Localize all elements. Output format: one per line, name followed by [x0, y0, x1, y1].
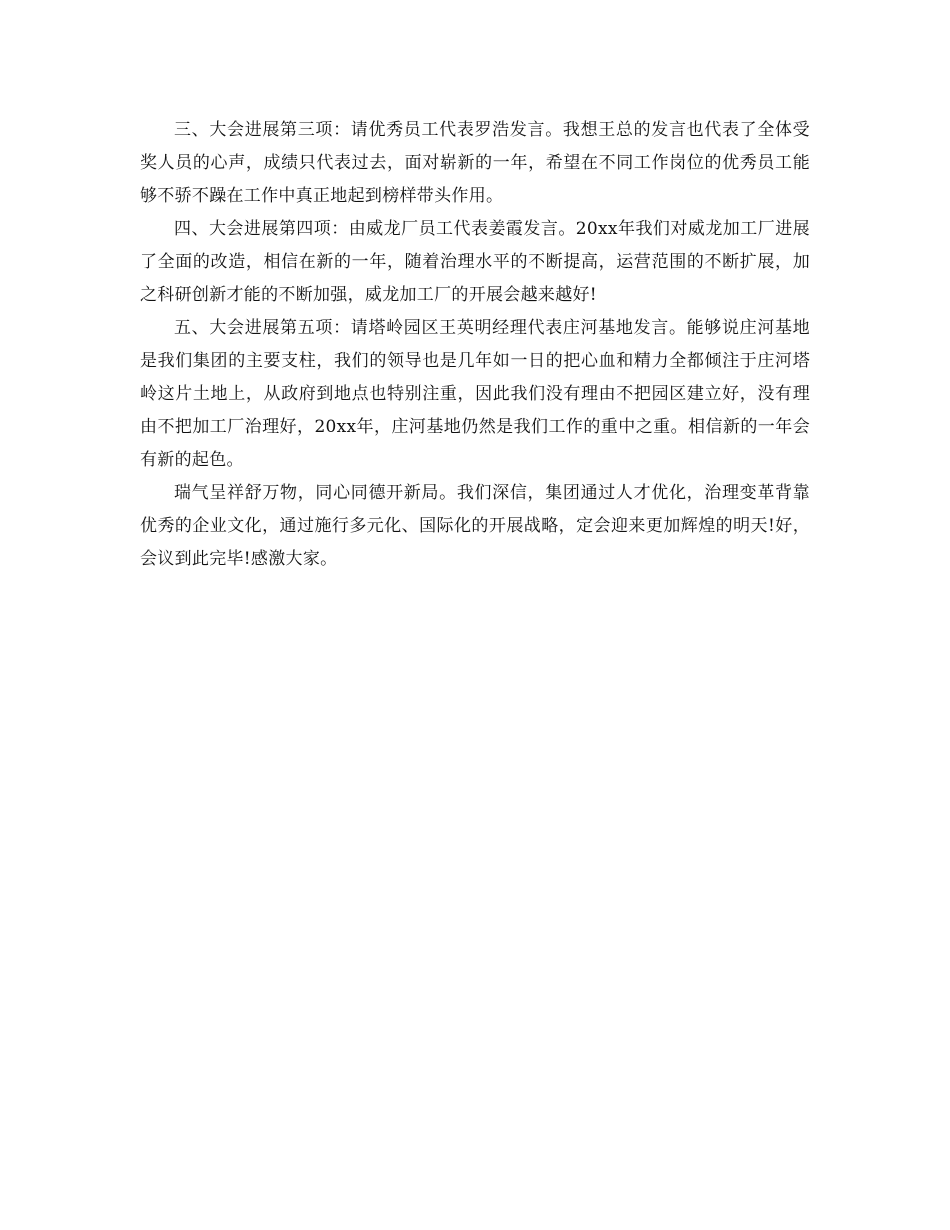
- paragraph-item-4: 四、大会进展第四项：由威龙厂员工代表姜霞发言。20xx年我们对威龙加工厂进展了全面的改造，相信在新的一年，随着治理水平的不断提高，运营范围的不断扩展，加之科研创新才能的不断加强，威龙加工厂的开展会越来越好!: [140, 219, 810, 305]
- paragraph-closing: 瑞气呈祥舒万物，同心同德开新局。我们深信，集团通过人才优化，治理变革背靠优秀的企业文化，通过施行多元化、国际化的开展战略，定会迎来更加辉煌的明天!好，会议到此完毕!感激大家。: [140, 483, 810, 569]
- document-body: [140, 114, 810, 576]
- paragraph-item-5: 五、大会进展第五项：请塔岭园区王英明经理代表庄河基地发言。能够说庄河基地是我们集团的主要支柱，我们的领导也是几年如一日的把心血和精力全都倾注于庄河塔岭这片土地上，从政府到地点也特别注重，因此我们没有理由不把园区建立好，没有理由不把加工厂治理好，20xx年，庄河基地仍然是我们工作的重中之重。相信新的一年会有新的起色。: [140, 318, 810, 470]
- paragraph-item-3: 三、大会进展第三项：请优秀员工代表罗浩发言。我想王总的发言也代表了全体受奖人员的心声，成绩只代表过去，面对崭新的一年，希望在不同工作岗位的优秀员工能够不骄不躁在工作中真正地起到榜样带头作用。: [140, 120, 810, 206]
